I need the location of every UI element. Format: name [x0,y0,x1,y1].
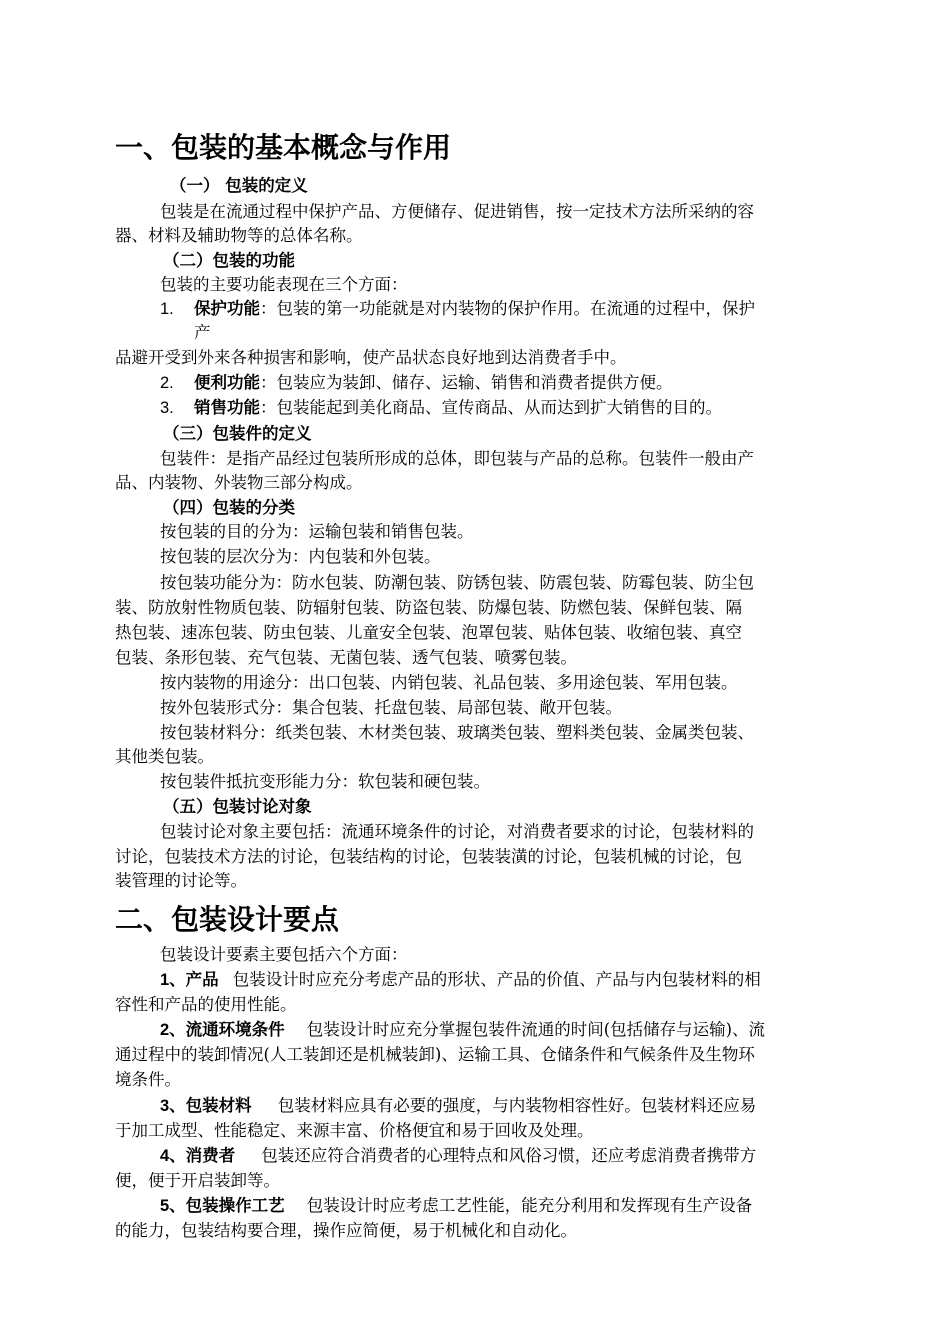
paragraph-line: 讨论，包装技术方法的讨论，包装结构的讨论，包装装潢的讨论，包装机械的讨论，包 [115,847,742,866]
design-item-text: 包装设计时应考虑工艺性能，能充分利用和发挥现有生产设备 [306,1196,753,1215]
paragraph-line: 热包装、速冻包装、防虫包装、儿童安全包装、泡罩包装、贴体包装、收缩包装、真空 [115,623,742,642]
design-item [160,1095,860,1119]
paragraph-line: 包装件：是指产品经过包装所形成的总体，即包装与产品的总称。包装件一般由产 [160,449,754,468]
sub3-heading: （三）包装件的定义 [163,424,312,443]
paragraph-line: 按包装的目的分为：运输包装和销售包装。 [160,522,474,541]
paragraph-line: 包装设计要素主要包括六个方面： [160,945,408,964]
paragraph-line: 器、材料及辅助物等的总体名称。 [115,226,363,245]
sub4-heading: （四）包装的分类 [163,498,295,517]
list-item [160,298,860,322]
paragraph-line: 包装讨论对象主要包括：流通环境条件的讨论，对消费者要求的讨论，包装材料的 [160,822,754,841]
paragraph-line: 产 [194,323,211,342]
design-item-text: 包装设计时应充分考虑产品的形状、产品的价值、产品与内包装材料的相 [232,970,761,989]
paragraph-line: 包装是在流通过程中保护产品、方便储存、促进销售，按一定技术方法所采纳的容 [160,202,754,221]
design-item-label: 5、包装操作工艺 [160,1197,285,1215]
paragraph-line: 按内装物的用途分：出口包装、内销包装、礼品包装、多用途包装、军用包装。 [160,673,738,692]
paragraph-line: 包装、条形包装、充气包装、无菌包装、透气包装、喷雾包装。 [115,648,577,667]
list-number: 2. [160,374,174,392]
paragraph-line: 装、防放射性物质包装、防辐射包装、防盗包装、防爆包装、防燃包装、保鲜包装、隔 [115,598,742,617]
paragraph-line: 品避开受到外来各种损害和影响，使产品状态良好地到达消费者手中。 [115,348,627,367]
list-text: ：包装能起到美化商品、宣传商品、从而达到扩大销售的目的。 [260,398,722,417]
list-text: ：包装的第一功能就是对内装物的保护作用。在流通的过程中，保护 [260,299,755,318]
paragraph-line: 装管理的讨论等。 [115,871,247,890]
design-item-text: 包装设计时应充分掌握包装件流通的时间(包括储存与运输)、流 [306,1020,766,1039]
paragraph-line: 便，便于开启装卸等。 [115,1171,280,1190]
list-text: ：包装应为装卸、储存、运输、销售和消费者提供方便。 [260,373,673,392]
paragraph-line: 品、内装物、外装物三部分构成。 [115,473,363,492]
list-label: 保护功能 [194,300,260,318]
paragraph-line: 境条件。 [115,1070,181,1089]
design-item [160,1195,860,1219]
section2-heading: 二、包装设计要点 [115,903,340,936]
design-item-label: 2、流通环境条件 [160,1021,285,1039]
list-item [160,397,860,421]
sub2-heading: （二）包装的功能 [163,251,295,270]
design-item-label: 3、包装材料 [160,1097,252,1115]
sub1-heading: （一） 包装的定义 [170,176,308,195]
list-label: 销售功能 [194,399,260,417]
paragraph-line: 通过程中的装卸情况(人工装卸还是机械装卸)、运输工具、仓储条件和气候条件及生物环 [115,1045,755,1064]
paragraph-line: 包装的主要功能表现在三个方面： [160,275,408,294]
design-item-text: 包装还应符合消费者的心理特点和风俗习惯，还应考虑消费者携带方 [261,1146,757,1165]
design-item-label: 1、产品 [160,971,219,989]
paragraph-line: 按包装材料分：纸类包装、木材类包装、玻璃类包装、塑料类包装、金属类包装、 [160,723,754,742]
paragraph-line: 按包装的层次分为：内包装和外包装。 [160,547,441,566]
list-item [160,372,860,396]
paragraph-line: 的能力，包装结构要合理，操作应简便，易于机械化和自动化。 [115,1221,577,1240]
list-number: 3. [160,399,174,417]
design-item [160,1019,860,1043]
design-item [160,969,860,993]
list-number: 1. [160,300,174,318]
sub5-heading: （五）包装讨论对象 [163,797,312,816]
design-item [160,1145,860,1169]
paragraph-line: 其他类包装。 [115,747,214,766]
list-label: 便利功能 [194,374,260,392]
paragraph-line: 于加工成型、性能稳定、来源丰富、价格便宜和易于回收及处理。 [115,1121,594,1140]
paragraph-line: 容性和产品的使用性能。 [115,995,297,1014]
paragraph-line: 按外包装形式分：集合包装、托盘包装、局部包装、敞开包装。 [160,698,622,717]
paragraph-line: 按包装件抵抗变形能力分：软包装和硬包装。 [160,772,490,791]
design-item-label: 4、消费者 [160,1147,236,1165]
paragraph-line: 按包装功能分为：防水包装、防潮包装、防锈包装、防震包装、防霉包装、防尘包 [160,573,754,592]
design-item-text: 包装材料应具有必要的强度，与内装物相容性好。包装材料还应易 [277,1096,757,1115]
section1-heading: 一、包装的基本概念与作用 [115,131,452,164]
